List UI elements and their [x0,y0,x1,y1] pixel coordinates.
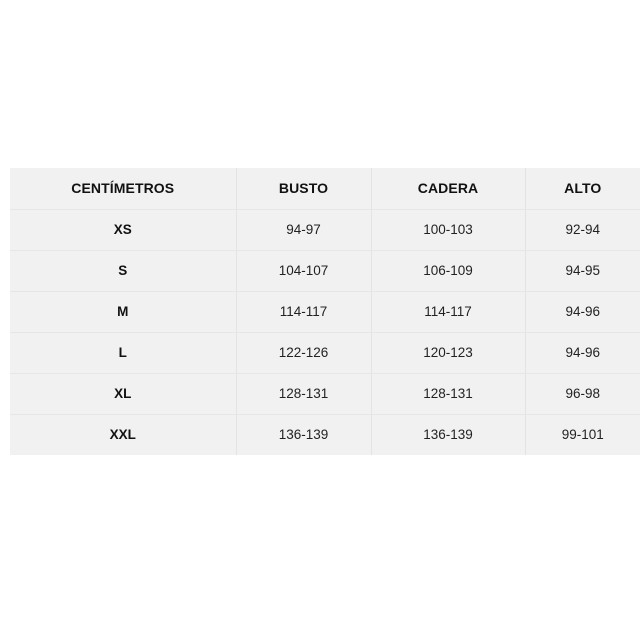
busto-value: 128-131 [236,373,371,414]
size-label: XS [10,209,236,250]
cadera-value: 136-139 [371,414,525,455]
cadera-value: 106-109 [371,250,525,291]
alto-value: 92-94 [525,209,640,250]
busto-value: 114-117 [236,291,371,332]
alto-value: 94-95 [525,250,640,291]
size-label: M [10,291,236,332]
table-row [10,332,640,373]
table-row [10,414,640,455]
cadera-value: 114-117 [371,291,525,332]
header-alto: ALTO [525,168,640,209]
alto-value: 96-98 [525,373,640,414]
size-label: L [10,332,236,373]
alto-value: 99-101 [561,427,604,443]
header-centimetros: CENTÍMETROS [10,168,236,209]
table-row [10,291,640,332]
alto-value: 94-96 [525,291,640,332]
busto-value: 104-107 [236,250,371,291]
size-label: S [10,250,236,291]
busto-value: 136-139 [236,414,371,455]
cadera-value: 100-103 [371,209,525,250]
table-row [10,250,640,291]
cadera-value: 120-123 [371,332,525,373]
size-label: XL [10,373,236,414]
alto-value: 94-96 [525,332,640,373]
header-busto: BUSTO [236,168,371,209]
cadera-value: 128-131 [371,373,525,414]
busto-value: 122-126 [236,332,371,373]
header-cadera: CADERA [371,168,525,209]
table-header-row [10,168,640,209]
table-row [10,209,640,250]
busto-value: 94-97 [236,209,371,250]
size-chart-table [10,168,640,455]
table-row [10,373,640,414]
size-label: XXL [10,414,236,455]
